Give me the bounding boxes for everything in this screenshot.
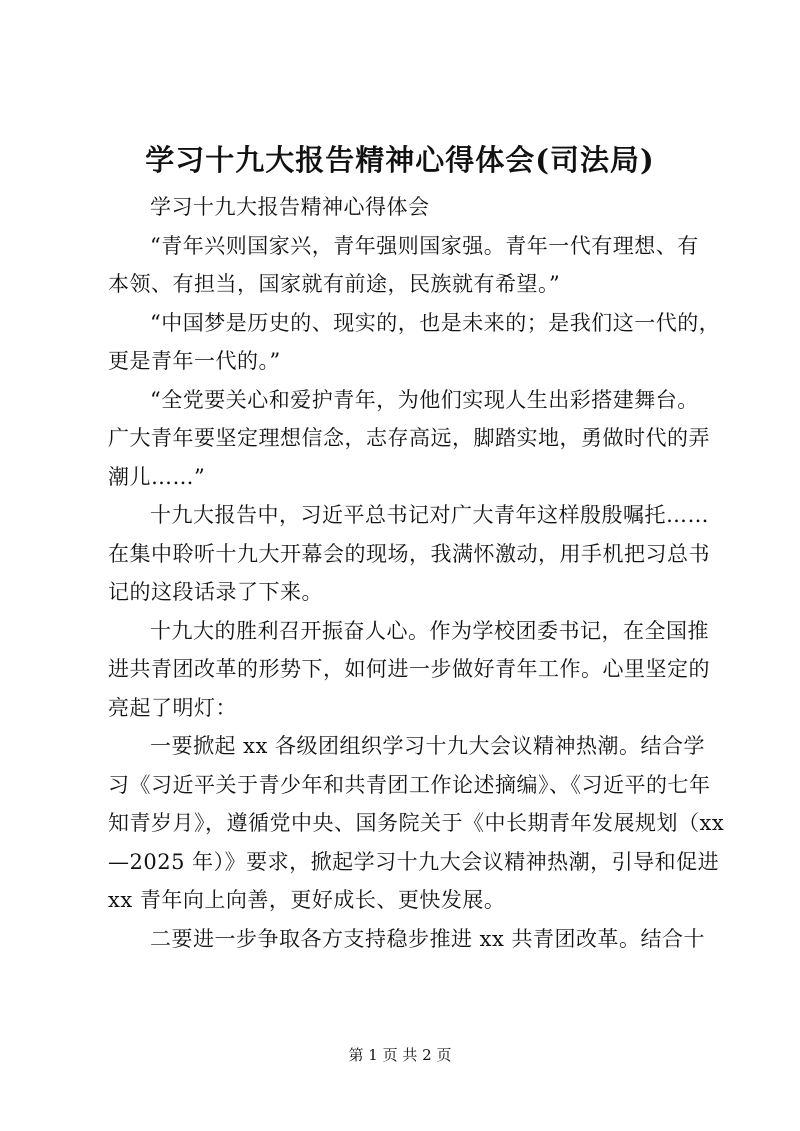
paragraph-line: “中国梦是历史的、现实的，也是未来的；是我们这一代的， [150,310,721,335]
paragraph-line: 一要掀起 xx 各级团组织学习十九大会议精神热潮。结合学 [150,734,706,758]
paragraph-line: 二要进一步争取各方支持稳步推进 xx 共青团改革。结合十 [150,926,706,951]
paragraph-3 [108,381,708,497]
paragraph-line: 记的这段话录了下来。 [108,580,323,604]
paragraph-line: 更是青年一代的。” [108,349,281,373]
paragraph-1 [108,227,708,304]
paragraph-line: 知青岁月》，遵循党中央、国务院关于《中长期青年发展规划（xx [108,811,725,835]
page-number-footer: 第 1 页 共 2 页 [348,1046,452,1064]
paragraph-line: 亮起了明灯： [108,695,237,720]
paragraph-line: 十九大报告中，习近平总书记对广大青年这样殷殷嘱托…… [150,503,709,527]
paragraph-line: 本领、有担当，国家就有前途，民族就有希望。” [108,272,561,296]
subtitle-line: 学习十九大报告精神心得体会 [150,195,430,219]
paragraph-2 [108,304,721,381]
paragraph-line: 习《习近平关于青少年和共青团工作论述摘编》、《习近平的七年 [108,772,711,797]
paragraph-line: —2025 年）》要求，掀起学习十九大会议精神热潮，引导和促进 [108,849,720,874]
paragraph-line: 在集中聆听十九大开幕会的现场，我满怀激动，用手机把习总书 [108,541,710,566]
document-title: 学习十九大报告精神心得体会(司法局) [145,143,655,177]
paragraph-line: 潮儿……” [108,464,206,489]
paragraph-line: xx 青年向上向善，更好成长、更快发展。 [108,888,506,912]
paragraph-6 [108,727,725,920]
subtitle-paragraph [108,188,708,227]
paragraph-7 [108,920,708,959]
paragraph-line: 广大青年要坚定理想信念，志存高远，脚踏实地，勇做时代的弄 [108,426,710,450]
paragraph-5 [108,612,708,728]
paragraph-line: “青年兴则国家兴，青年强则国家强。青年一代有理想、有 [150,233,699,258]
document-body [108,188,725,958]
paragraph-line: 进共青团改革的形势下，如何进一步做好青年工作。心里坚定的 [108,657,710,681]
paragraph-line: 十九大的胜利召开振奋人心。作为学校团委书记，在全国推 [150,618,709,643]
paragraph-4 [108,496,708,612]
paragraph-line: “全党要关心和爱护青年，为他们实现人生出彩搭建舞台。 [150,387,699,412]
